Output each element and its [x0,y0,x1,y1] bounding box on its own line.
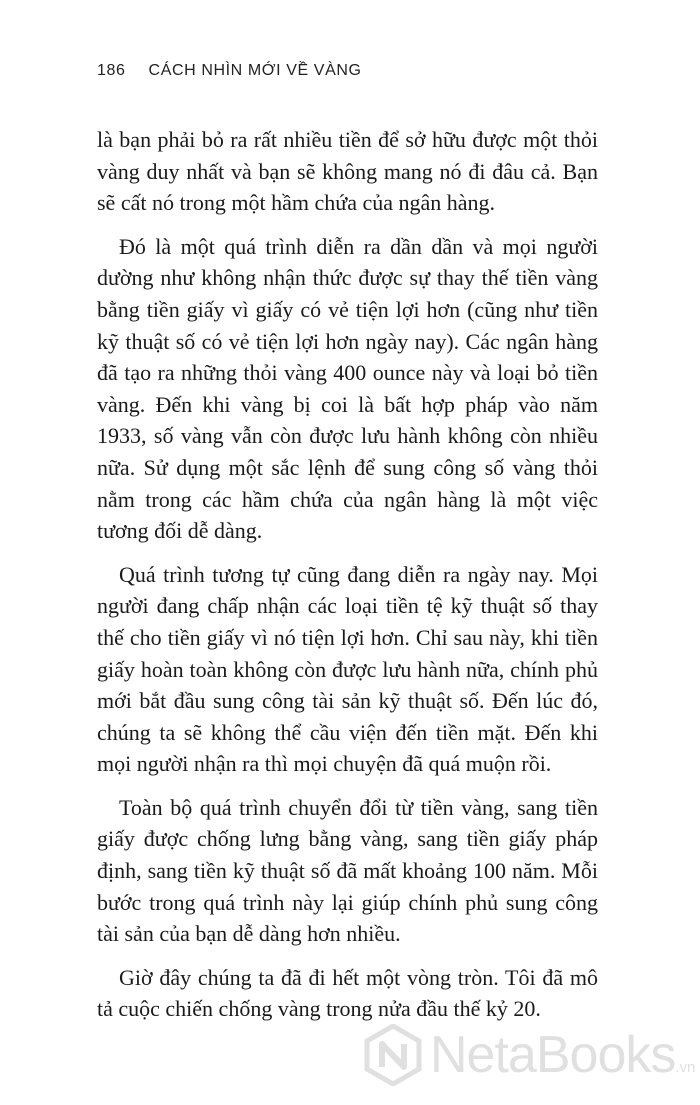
body-text [97,124,598,1037]
paragraph-2: Đó là một quá trình diễn ra dần dần và mọi người dường như không nhận thức được sự thay thế tiền vàng bằng tiền giấy vì giấy có vẻ tiện lợi hơn (cũng như tiền kỹ thuật số có vẻ tiện lợi hơn ngày nay). Các ngân hàng đã tạo ra những thỏi vàng 400 ounce này và loại bỏ tiền vàng. Đến khi vàng bị coi là bất hợp pháp vào năm 1933, số vàng vẫn còn được lưu hành không còn nhiều nữa. Sử dụng một sắc lệnh để sung công số vàng thỏi nằm trong các hầm chứa của ngân hàng là một việc tương đối dễ dàng. [97,233,598,544]
running-title: CÁCH NHÌN MỚI VỀ VÀNG [148,62,362,79]
watermark-brand: NetaBooks [430,1026,676,1084]
netabooks-n-logo-icon [362,1024,424,1086]
running-header [97,62,362,80]
paragraph-5: Giờ đây chúng ta đã đi hết một vòng tròn. Tôi đã mô tả cuộc chiến chống vàng trong nửa đầu thế kỷ 20. [97,964,598,1022]
watermark [362,1022,695,1088]
page-number: 186 [97,62,126,79]
paragraph-4: Toàn bộ quá trình chuyển đổi từ tiền vàng, sang tiền giấy được chống lưng bằng vàng, sang tiền giấy pháp định, sang tiền kỹ thuật số đã mất khoảng 100 năm. Mỗi bước trong quá trình này lại giúp chính phủ sung công tài sản của bạn dễ dàng hơn nhiều. [97,794,598,947]
watermark-suffix: .vn [675,1059,696,1076]
paragraph-3: Quá trình tương tự cũng đang diễn ra ngày nay. Mọi người đang chấp nhận các loại tiền tệ kỹ thuật số thay thế cho tiền giấy vì nó tiện lợi hơn. Chỉ sau này, khi tiền giấy hoàn toàn không còn được lưu hành nữa, chính phủ mới bắt đầu sung công tài sản kỹ thuật số. Đến lúc đó, chúng ta sẽ không thể cầu viện đến tiền mặt. Đến khi mọi người nhận ra thì mọi chuyện đã quá muộn rồi. [97,561,598,777]
paragraph-1: là bạn phải bỏ ra rất nhiều tiền để sở hữu được một thỏi vàng duy nhất và bạn sẽ không mang nó đi đâu cả. Bạn sẽ cất nó trong một hầm chứa của ngân hàng. [97,127,598,216]
